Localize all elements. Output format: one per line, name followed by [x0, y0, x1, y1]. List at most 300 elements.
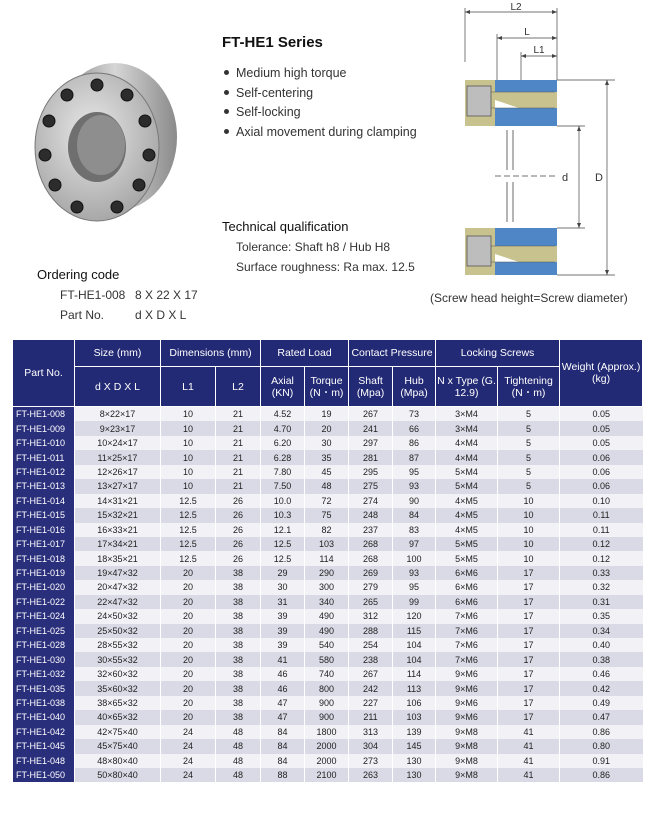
cell-hub: 95	[393, 580, 436, 594]
cell-nxtype: 9×M8	[436, 739, 498, 753]
label-d-large: D	[595, 172, 603, 184]
header-rated-load: Rated Load	[261, 340, 349, 367]
cell-axial: 39	[261, 624, 305, 638]
cell-weight: 0.38	[560, 652, 643, 666]
cell-hub: 104	[393, 638, 436, 652]
cell-l1: 10	[161, 479, 216, 493]
cell-axial: 29	[261, 566, 305, 580]
cell-part-no: FT-HE1-050	[13, 768, 75, 782]
cell-torque: 2000	[305, 754, 349, 768]
cell-nxtype: 4×M4	[436, 436, 498, 450]
table-row	[13, 436, 643, 450]
cell-part-no: FT-HE1-016	[13, 523, 75, 537]
cell-nxtype: 5×M5	[436, 537, 498, 551]
cell-torque: 540	[305, 638, 349, 652]
cell-torque: 103	[305, 537, 349, 551]
cell-weight: 0.40	[560, 638, 643, 652]
cell-torque: 1800	[305, 725, 349, 739]
screw-head	[71, 201, 83, 213]
cell-nxtype: 9×M6	[436, 710, 498, 724]
cell-weight: 0.46	[560, 667, 643, 681]
cell-torque: 340	[305, 595, 349, 609]
cell-weight: 0.31	[560, 595, 643, 609]
cell-weight: 0.80	[560, 739, 643, 753]
cell-part-no: FT-HE1-022	[13, 595, 75, 609]
table-row	[13, 754, 643, 768]
cell-shaft: 268	[349, 537, 393, 551]
cell-hub: 86	[393, 436, 436, 450]
table-row	[13, 407, 643, 422]
table-row	[13, 580, 643, 594]
ordering-example-label: FT-HE1-008	[60, 288, 126, 302]
header-shaft: Shaft (Mpa)	[349, 367, 393, 407]
cell-axial: 7.80	[261, 465, 305, 479]
cell-tightening: 5	[498, 421, 560, 435]
cell-tightening: 17	[498, 609, 560, 623]
header-l1: L1	[161, 367, 216, 407]
ordering-title: Ordering code	[37, 267, 120, 282]
cell-axial: 39	[261, 638, 305, 652]
cell-weight: 0.11	[560, 508, 643, 522]
cell-nxtype: 4×M5	[436, 494, 498, 508]
cell-part-no: FT-HE1-038	[13, 696, 75, 710]
header-contact-pressure: Contact Pressure	[349, 340, 436, 367]
cell-l1: 20	[161, 566, 216, 580]
cell-tightening: 41	[498, 725, 560, 739]
cell-shaft: 304	[349, 739, 393, 753]
cell-l2: 26	[216, 508, 261, 522]
bullet-icon	[224, 109, 229, 114]
bullet-icon	[224, 129, 229, 134]
cell-l1: 24	[161, 768, 216, 782]
cell-part-no: FT-HE1-020	[13, 580, 75, 594]
ordering-partno-value: d X D X L	[135, 308, 187, 322]
cell-part-no: FT-HE1-032	[13, 667, 75, 681]
cell-axial: 12.1	[261, 523, 305, 537]
table-row	[13, 508, 643, 522]
cell-l2: 26	[216, 551, 261, 565]
cell-torque: 45	[305, 465, 349, 479]
cell-tightening: 17	[498, 696, 560, 710]
header-size: Size (mm)	[75, 340, 161, 367]
cell-hub: 120	[393, 609, 436, 623]
cell-weight: 0.86	[560, 768, 643, 782]
cell-size: 30×55×32	[75, 652, 161, 666]
table-row	[13, 768, 643, 782]
cell-nxtype: 4×M5	[436, 508, 498, 522]
cell-axial: 31	[261, 595, 305, 609]
cell-nxtype: 7×M6	[436, 609, 498, 623]
cell-torque: 290	[305, 566, 349, 580]
header-axial: Axial (KN)	[261, 367, 305, 407]
cell-axial: 10.3	[261, 508, 305, 522]
cell-shaft: 297	[349, 436, 393, 450]
cell-tightening: 17	[498, 667, 560, 681]
bullet-icon	[224, 90, 229, 95]
cell-weight: 0.34	[560, 624, 643, 638]
cell-tightening: 5	[498, 450, 560, 464]
cell-weight: 0.12	[560, 551, 643, 565]
cell-size: 12×26×17	[75, 465, 161, 479]
cell-part-no: FT-HE1-045	[13, 739, 75, 753]
cell-l1: 20	[161, 638, 216, 652]
cell-l2: 38	[216, 652, 261, 666]
cell-size: 18×35×21	[75, 551, 161, 565]
cell-shaft: 265	[349, 595, 393, 609]
cell-axial: 10.0	[261, 494, 305, 508]
table-row	[13, 595, 643, 609]
table-row	[13, 450, 643, 464]
cell-nxtype: 9×M8	[436, 768, 498, 782]
table-row	[13, 465, 643, 479]
cell-l1: 24	[161, 754, 216, 768]
cell-torque: 800	[305, 681, 349, 695]
table-row	[13, 710, 643, 724]
cell-weight: 0.06	[560, 479, 643, 493]
cell-l1: 10	[161, 465, 216, 479]
cell-torque: 490	[305, 609, 349, 623]
cell-shaft: 254	[349, 638, 393, 652]
cell-tightening: 17	[498, 624, 560, 638]
spec-table	[12, 339, 643, 782]
cell-tightening: 17	[498, 566, 560, 580]
cell-part-no: FT-HE1-010	[13, 436, 75, 450]
cell-nxtype: 6×M6	[436, 595, 498, 609]
cell-weight: 0.91	[560, 754, 643, 768]
label-l2: L2	[510, 2, 522, 13]
cell-l2: 21	[216, 479, 261, 493]
cell-weight: 0.06	[560, 450, 643, 464]
cell-part-no: FT-HE1-017	[13, 537, 75, 551]
screw-head	[49, 179, 61, 191]
cell-l2: 38	[216, 696, 261, 710]
spec-table-body	[13, 407, 643, 783]
cell-part-no: FT-HE1-015	[13, 508, 75, 522]
cell-weight: 0.05	[560, 436, 643, 450]
cell-weight: 0.47	[560, 710, 643, 724]
cell-l1: 10	[161, 421, 216, 435]
cell-torque: 740	[305, 667, 349, 681]
cell-l1: 10	[161, 450, 216, 464]
table-row	[13, 681, 643, 695]
cell-l1: 20	[161, 710, 216, 724]
cell-l1: 10	[161, 436, 216, 450]
cell-torque: 490	[305, 624, 349, 638]
cell-l2: 21	[216, 436, 261, 450]
cell-hub: 115	[393, 624, 436, 638]
cell-tightening: 10	[498, 551, 560, 565]
cell-hub: 104	[393, 652, 436, 666]
cell-axial: 6.20	[261, 436, 305, 450]
cell-shaft: 211	[349, 710, 393, 724]
roughness-text: Surface roughness: Ra max. 12.5	[236, 260, 415, 274]
cell-hub: 106	[393, 696, 436, 710]
cell-size: 45×75×40	[75, 739, 161, 753]
cell-torque: 580	[305, 652, 349, 666]
cell-nxtype: 6×M6	[436, 580, 498, 594]
cell-weight: 0.06	[560, 465, 643, 479]
cell-shaft: 313	[349, 725, 393, 739]
cell-shaft: 295	[349, 465, 393, 479]
cell-tightening: 10	[498, 494, 560, 508]
cell-l2: 38	[216, 566, 261, 580]
cell-hub: 130	[393, 768, 436, 782]
feature-item: Axial movement during clamping	[224, 123, 417, 143]
cell-size: 15×32×21	[75, 508, 161, 522]
cell-axial: 6.28	[261, 450, 305, 464]
cell-shaft: 274	[349, 494, 393, 508]
cell-tightening: 10	[498, 508, 560, 522]
table-row	[13, 696, 643, 710]
cell-part-no: FT-HE1-008	[13, 407, 75, 422]
feature-list	[224, 64, 417, 142]
cell-size: 8×22×17	[75, 407, 161, 422]
cell-size: 11×25×17	[75, 450, 161, 464]
cell-tightening: 17	[498, 580, 560, 594]
cell-size: 42×75×40	[75, 725, 161, 739]
cell-l1: 10	[161, 407, 216, 422]
header-dimensions: Dimensions (mm)	[161, 340, 261, 367]
cell-shaft: 268	[349, 551, 393, 565]
cell-l1: 12.5	[161, 523, 216, 537]
cell-axial: 7.50	[261, 479, 305, 493]
cell-part-no: FT-HE1-024	[13, 609, 75, 623]
cell-l1: 20	[161, 652, 216, 666]
cell-weight: 0.05	[560, 407, 643, 422]
cell-axial: 46	[261, 667, 305, 681]
cell-weight: 0.33	[560, 566, 643, 580]
cell-tightening: 41	[498, 739, 560, 753]
cell-hub: 93	[393, 566, 436, 580]
cell-part-no: FT-HE1-018	[13, 551, 75, 565]
cell-size: 22×47×32	[75, 595, 161, 609]
cell-weight: 0.35	[560, 609, 643, 623]
cell-part-no: FT-HE1-035	[13, 681, 75, 695]
cell-hub: 66	[393, 421, 436, 435]
cell-part-no: FT-HE1-014	[13, 494, 75, 508]
cell-torque: 48	[305, 479, 349, 493]
cell-l2: 48	[216, 739, 261, 753]
cell-hub: 145	[393, 739, 436, 753]
cell-tightening: 5	[498, 407, 560, 422]
cell-part-no: FT-HE1-019	[13, 566, 75, 580]
cell-shaft: 241	[349, 421, 393, 435]
screw-head	[91, 79, 103, 91]
cell-size: 25×50×32	[75, 624, 161, 638]
table-row	[13, 609, 643, 623]
cell-hub: 83	[393, 523, 436, 537]
cell-torque: 900	[305, 696, 349, 710]
cell-nxtype: 3×M4	[436, 421, 498, 435]
cell-l1: 20	[161, 681, 216, 695]
cell-size: 19×47×32	[75, 566, 161, 580]
cell-l2: 38	[216, 667, 261, 681]
cell-torque: 35	[305, 450, 349, 464]
cell-size: 35×60×32	[75, 681, 161, 695]
cell-nxtype: 9×M6	[436, 667, 498, 681]
cell-torque: 75	[305, 508, 349, 522]
header-part-no: Part No.	[13, 340, 75, 407]
cell-tightening: 17	[498, 638, 560, 652]
feature-item: Medium high torque	[224, 64, 417, 84]
cell-size: 40×65×32	[75, 710, 161, 724]
cell-hub: 139	[393, 725, 436, 739]
cell-weight: 0.32	[560, 580, 643, 594]
cell-axial: 47	[261, 710, 305, 724]
cell-weight: 0.12	[560, 537, 643, 551]
cell-l1: 20	[161, 667, 216, 681]
cell-axial: 4.70	[261, 421, 305, 435]
cell-axial: 12.5	[261, 551, 305, 565]
cell-l2: 38	[216, 624, 261, 638]
cell-hub: 113	[393, 681, 436, 695]
cell-hub: 114	[393, 667, 436, 681]
table-row	[13, 652, 643, 666]
cell-nxtype: 7×M6	[436, 652, 498, 666]
table-row	[13, 494, 643, 508]
table-row	[13, 667, 643, 681]
cell-axial: 88	[261, 768, 305, 782]
header-torque: Torque (N・m)	[305, 367, 349, 407]
cell-shaft: 227	[349, 696, 393, 710]
tolerance-text: Tolerance: Shaft h8 / Hub H8	[236, 240, 391, 254]
cell-l2: 38	[216, 681, 261, 695]
header-size-sub: d X D X L	[75, 367, 161, 407]
cell-nxtype: 9×M8	[436, 754, 498, 768]
label-l: L	[524, 27, 530, 38]
cell-torque: 72	[305, 494, 349, 508]
cell-size: 32×60×32	[75, 667, 161, 681]
cell-size: 16×33×21	[75, 523, 161, 537]
cell-shaft: 281	[349, 450, 393, 464]
cell-l2: 38	[216, 595, 261, 609]
cell-nxtype: 7×M6	[436, 624, 498, 638]
cell-hub: 90	[393, 494, 436, 508]
cell-torque: 2000	[305, 739, 349, 753]
cell-shaft: 267	[349, 667, 393, 681]
table-row	[13, 551, 643, 565]
cell-l2: 21	[216, 450, 261, 464]
cell-size: 20×47×32	[75, 580, 161, 594]
cell-nxtype: 7×M6	[436, 638, 498, 652]
screw-head	[43, 115, 55, 127]
cell-l1: 12.5	[161, 537, 216, 551]
cell-shaft: 312	[349, 609, 393, 623]
technical-title: Technical qualification	[222, 219, 349, 234]
cell-hub: 93	[393, 479, 436, 493]
cell-nxtype: 9×M6	[436, 681, 498, 695]
cell-weight: 0.86	[560, 725, 643, 739]
cell-axial: 4.52	[261, 407, 305, 422]
cell-hub: 97	[393, 537, 436, 551]
cell-shaft: 288	[349, 624, 393, 638]
cell-l1: 20	[161, 696, 216, 710]
cell-part-no: FT-HE1-030	[13, 652, 75, 666]
cell-size: 50×80×40	[75, 768, 161, 782]
cell-nxtype: 5×M4	[436, 479, 498, 493]
cell-tightening: 17	[498, 595, 560, 609]
cell-tightening: 17	[498, 710, 560, 724]
cell-axial: 84	[261, 725, 305, 739]
cell-hub: 73	[393, 407, 436, 422]
cell-weight: 0.49	[560, 696, 643, 710]
cell-shaft: 237	[349, 523, 393, 537]
product-photo	[25, 55, 185, 230]
cell-part-no: FT-HE1-009	[13, 421, 75, 435]
cell-tightening: 5	[498, 465, 560, 479]
cell-torque: 82	[305, 523, 349, 537]
cell-nxtype: 4×M4	[436, 450, 498, 464]
cell-part-no: FT-HE1-013	[13, 479, 75, 493]
table-row	[13, 421, 643, 435]
table-row	[13, 739, 643, 753]
cell-l2: 48	[216, 725, 261, 739]
cell-axial: 30	[261, 580, 305, 594]
cell-tightening: 5	[498, 436, 560, 450]
header-tightening: Tightening (N・m)	[498, 367, 560, 407]
cell-torque: 300	[305, 580, 349, 594]
cell-l1: 20	[161, 595, 216, 609]
cell-l1: 24	[161, 725, 216, 739]
cell-torque: 114	[305, 551, 349, 565]
screw-head	[121, 89, 133, 101]
cell-nxtype: 6×M6	[436, 566, 498, 580]
cell-tightening: 10	[498, 537, 560, 551]
cell-part-no: FT-HE1-012	[13, 465, 75, 479]
cell-torque: 30	[305, 436, 349, 450]
cell-shaft: 275	[349, 479, 393, 493]
cell-l1: 12.5	[161, 494, 216, 508]
cell-tightening: 10	[498, 523, 560, 537]
cell-axial: 84	[261, 754, 305, 768]
cell-tightening: 41	[498, 768, 560, 782]
cell-l2: 38	[216, 638, 261, 652]
cell-l1: 24	[161, 739, 216, 753]
cell-size: 48×80×40	[75, 754, 161, 768]
cell-axial: 47	[261, 696, 305, 710]
cell-l2: 38	[216, 710, 261, 724]
cell-nxtype: 5×M4	[436, 465, 498, 479]
cell-size: 14×31×21	[75, 494, 161, 508]
cell-part-no: FT-HE1-048	[13, 754, 75, 768]
cell-l2: 26	[216, 537, 261, 551]
cell-weight: 0.42	[560, 681, 643, 695]
cell-axial: 12.5	[261, 537, 305, 551]
cell-hub: 84	[393, 508, 436, 522]
header-locking-screws: Locking Screws	[436, 340, 560, 367]
cell-part-no: FT-HE1-042	[13, 725, 75, 739]
table-row	[13, 523, 643, 537]
cell-shaft: 248	[349, 508, 393, 522]
table-row	[13, 479, 643, 493]
cell-hub: 95	[393, 465, 436, 479]
series-title: FT-HE1 Series	[222, 34, 323, 51]
cell-hub: 100	[393, 551, 436, 565]
cell-l2: 21	[216, 421, 261, 435]
cell-l2: 21	[216, 465, 261, 479]
cell-axial: 41	[261, 652, 305, 666]
cell-nxtype: 9×M8	[436, 725, 498, 739]
cell-shaft: 263	[349, 768, 393, 782]
cell-weight: 0.10	[560, 494, 643, 508]
cell-size: 10×24×17	[75, 436, 161, 450]
cell-size: 38×65×32	[75, 696, 161, 710]
table-row	[13, 566, 643, 580]
cell-part-no: FT-HE1-040	[13, 710, 75, 724]
cell-size: 24×50×32	[75, 609, 161, 623]
cell-nxtype: 4×M5	[436, 523, 498, 537]
table-row	[13, 624, 643, 638]
